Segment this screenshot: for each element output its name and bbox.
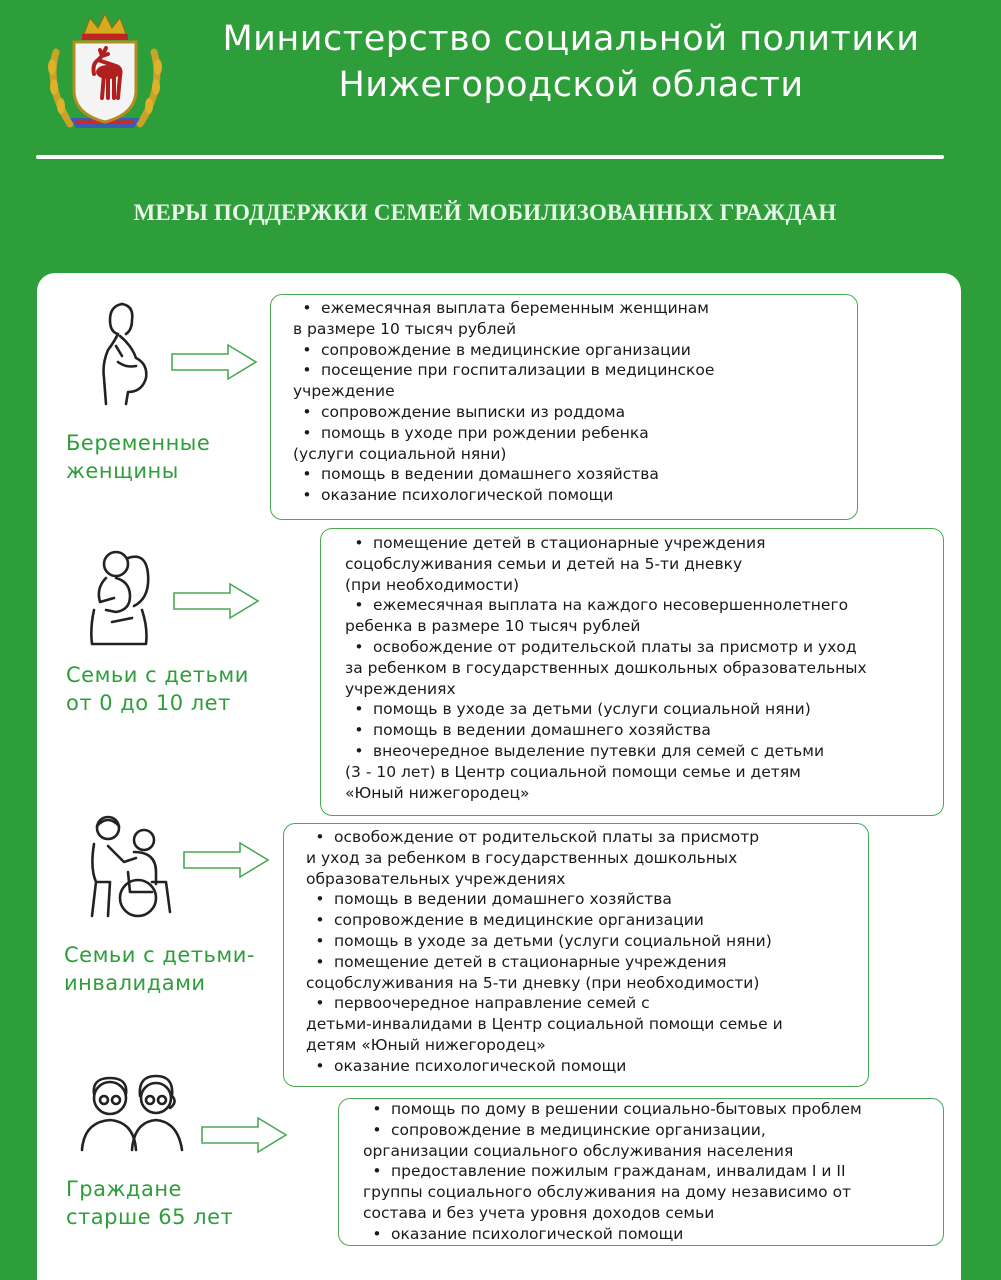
- measure-text: внеочередное выделение путевки для семей с детьми (3 - 10 лет) в Центр социальной помощи семье и детям «Юный нижегородец»: [345, 741, 825, 802]
- measure-text: предоставление пожилым гражданам, инвалидам I и II группы социального обслуживания на дому независимо от состава и без учета уровня доходов семьи: [363, 1162, 852, 1222]
- header-divider: [36, 155, 944, 159]
- measure-item: [363, 1161, 943, 1223]
- measure-text: помощь в ведении домашнего хозяйства: [373, 721, 711, 740]
- category-label-families: Семьи с детьми от 0 до 10 лет: [66, 663, 249, 715]
- measure-item: [345, 720, 943, 741]
- measure-text: освобождение от родительской платы за присмотр и уход за ребенком в государственных дошкольных образовательных учреждениях: [306, 828, 760, 888]
- measure-text: оказание психологической помощи: [321, 486, 614, 505]
- measure-text: помещение детей в стационарные учреждения соцобслуживания на 5-ти дневку (при необходимости): [306, 952, 760, 992]
- measure-item: [345, 699, 943, 720]
- bullet-icon: •: [302, 299, 312, 317]
- bullet-icon: •: [372, 1224, 382, 1243]
- measure-item: [293, 340, 853, 361]
- category-label-disabled: Семьи с детьми- инвалидами: [64, 943, 255, 995]
- measure-item: [306, 993, 868, 1055]
- measure-text: помощь в уходе за детьми (услуги социальной няни): [373, 700, 811, 719]
- bullet-icon: •: [315, 890, 325, 909]
- measure-text: первоочередное направление семей с детьми-инвалидами в Центр социальной помощи семье и детям «Юный нижегородец»: [306, 994, 783, 1054]
- parent-with-child-icon: [86, 548, 158, 646]
- measure-text: помощь в ведении домашнего хозяйства: [321, 465, 659, 484]
- coat-of-arms-icon: [42, 12, 168, 134]
- measure-item: [306, 931, 868, 952]
- measure-item: [345, 595, 943, 637]
- measures-box-pregnant: [270, 294, 858, 520]
- measure-text: ежемесячная выплата беременным женщинам в размере 10 тысяч рублей: [293, 299, 709, 338]
- elderly-couple-icon: [76, 1072, 186, 1152]
- bullet-icon: •: [315, 931, 325, 950]
- bullet-icon: •: [354, 637, 364, 656]
- bullet-icon: •: [354, 721, 364, 740]
- title-line-2: Нижегородской области: [338, 65, 804, 105]
- arrow-right-icon: [182, 841, 272, 879]
- measure-text: посещение при госпитализации в медицинское учреждение: [293, 361, 715, 401]
- measures-box-elderly: [338, 1098, 944, 1246]
- bullet-icon: •: [354, 596, 364, 615]
- bullet-icon: •: [302, 486, 312, 505]
- bullet-icon: •: [354, 741, 364, 760]
- measure-text: сопровождение выписки из роддома: [321, 402, 626, 421]
- measure-text: освобождение от родительской платы за присмотр и уход за ребенком в государственных дошкольных образовательных учреждениях: [345, 637, 867, 698]
- wheelchair-care-icon: [80, 812, 178, 920]
- bullet-icon: •: [372, 1162, 382, 1181]
- bullet-icon: •: [315, 1056, 325, 1075]
- bullet-icon: •: [315, 911, 325, 930]
- bullet-icon: •: [302, 465, 312, 484]
- measure-item: [345, 637, 943, 699]
- category-label-pregnant: Беременные женщины: [66, 431, 211, 483]
- measure-item: [363, 1120, 943, 1162]
- measure-text: сопровождение в медицинские организации: [321, 340, 691, 359]
- measure-item: [306, 910, 868, 931]
- measure-text: сопровождение в медицинские организации, организации социального обслуживания населения: [363, 1120, 794, 1160]
- measure-item: [293, 402, 853, 423]
- measure-item: [306, 952, 868, 994]
- measure-text: ежемесячная выплата на каждого несовершеннолетнего ребенка в размере 10 тысяч рублей: [345, 596, 849, 636]
- measure-text: помощь в уходе при рождении ребенка (услуги социальной няни): [293, 423, 649, 463]
- bullet-icon: •: [315, 952, 325, 971]
- measure-item: [293, 298, 853, 340]
- measure-text: помощь в уходе за детьми (услуги социальной няни): [334, 931, 772, 950]
- arrow-right-icon: [200, 1116, 290, 1154]
- bullet-icon: •: [302, 340, 312, 359]
- arrow-right-icon: [172, 582, 262, 620]
- measure-item: [345, 741, 943, 803]
- measure-item: [306, 889, 868, 910]
- bullet-icon: •: [372, 1120, 382, 1139]
- measure-item: [293, 485, 853, 506]
- measure-item: [345, 533, 943, 595]
- measures-box-families: [320, 528, 944, 816]
- bullet-icon: •: [354, 700, 364, 719]
- bullet-icon: •: [302, 361, 312, 380]
- bullet-icon: •: [315, 828, 325, 846]
- measure-text: оказание психологической помощи: [334, 1056, 627, 1075]
- bullet-icon: •: [372, 1100, 382, 1118]
- title-line-1: Министерство социальной политики: [222, 19, 920, 59]
- bullet-icon: •: [354, 534, 364, 552]
- measure-text: помощь в ведении домашнего хозяйства: [334, 890, 672, 909]
- page-subtitle: МЕРЫ ПОДДЕРЖКИ СЕМЕЙ МОБИЛИЗОВАННЫХ ГРАЖДАН: [133, 200, 837, 225]
- measure-item: [293, 360, 853, 402]
- page-title: [176, 16, 966, 108]
- arrow-right-icon: [170, 343, 260, 381]
- bullet-icon: •: [302, 402, 312, 421]
- pregnant-woman-icon: [92, 300, 158, 408]
- category-label-elderly: Граждане старше 65 лет: [66, 1177, 234, 1229]
- bullet-icon: •: [315, 994, 325, 1013]
- measure-text: оказание психологической помощи: [391, 1224, 684, 1243]
- measure-text: помощь по дому в решении социально-бытовых проблем: [391, 1100, 862, 1118]
- measure-item: [293, 464, 853, 485]
- measure-text: сопровождение в медицинские организации: [334, 911, 704, 930]
- measure-text: помещение детей в стационарные учреждения соцобслуживания семьи и детей на 5-ти дневку (при необходимости): [345, 534, 766, 594]
- measure-item: [363, 1224, 943, 1245]
- measure-item: [306, 1056, 868, 1077]
- measure-item: [363, 1099, 943, 1120]
- measure-item: [293, 423, 853, 465]
- bullet-icon: •: [302, 423, 312, 442]
- measures-box-disabled: [283, 823, 869, 1087]
- measure-item: [306, 827, 868, 889]
